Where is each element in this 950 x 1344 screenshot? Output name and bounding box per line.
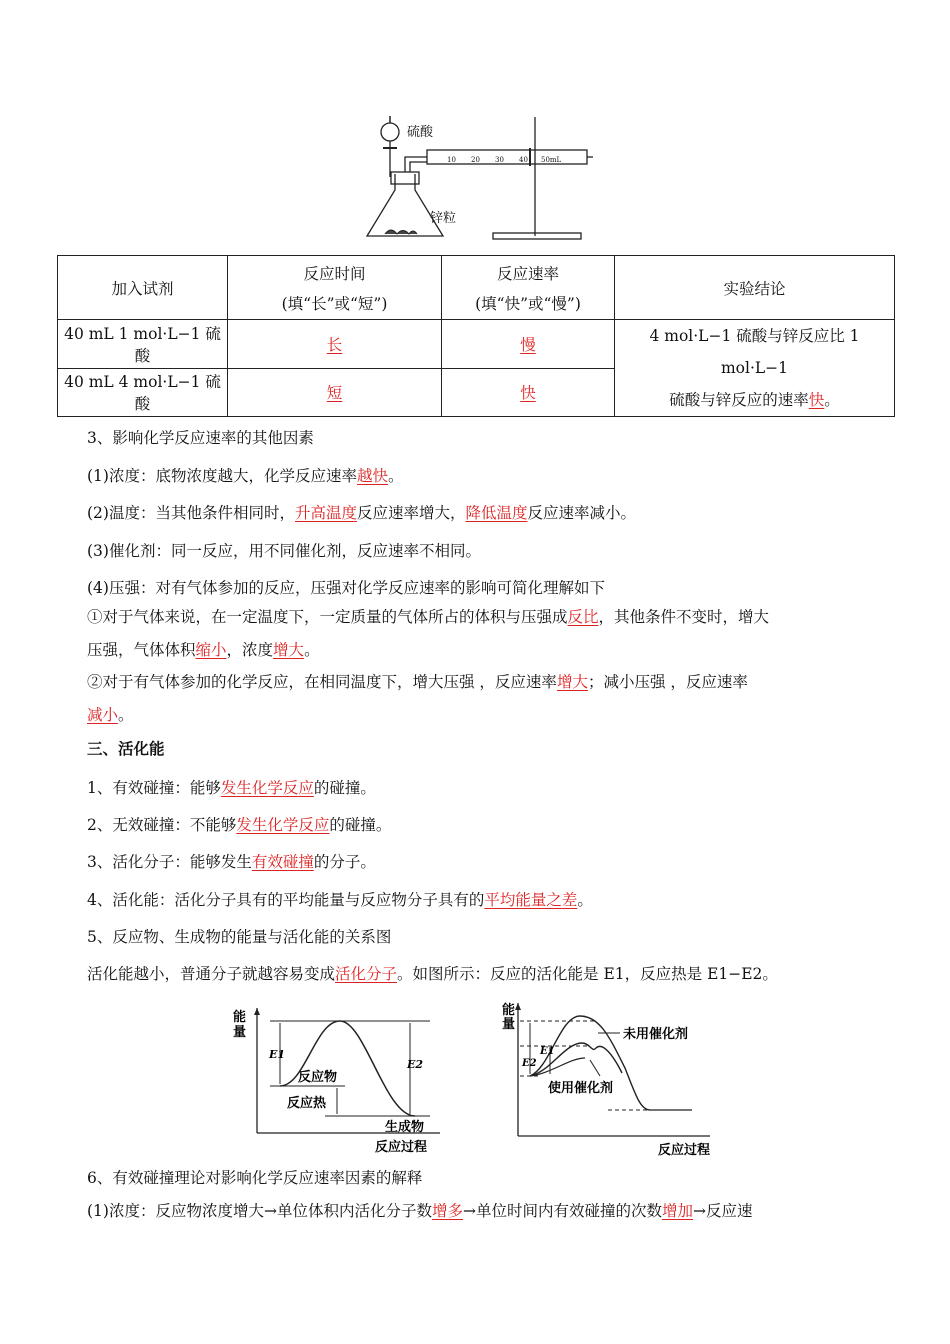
s3-pressure-1a: ①对于气体来说，在一定温度下，一定质量的气体所占的体积与压强成反比，其他条件不变时，增大: [87, 608, 770, 626]
reagent-2: 40 mL 4 mol·L−1 硫酸: [58, 368, 228, 417]
s3-temperature: (2)温度：当其他条件相同时，升高温度反应速率增大，降低温度反应速率减小。: [87, 504, 637, 522]
s4-activated: 3、活化分子：能够发生有效碰撞的分子。: [87, 853, 376, 871]
fig1-ylabel-2: 量: [233, 1025, 247, 1040]
scale-50: 50mL: [541, 156, 562, 164]
fig1-heat: 反应热: [287, 1096, 327, 1111]
header-rate: 反应速率 (填“快”或“慢”): [442, 256, 615, 320]
conclusion: 4 mol·L−1 硫酸与锌反应比 1 mol·L−1 硫酸与锌反应的速率快。: [615, 320, 895, 417]
fig1-product: 生成物: [385, 1120, 425, 1135]
apparatus-figure: [355, 112, 595, 247]
fig2-ylabel-1: 能: [502, 1003, 516, 1018]
fig1-reactant: 反应物: [298, 1070, 338, 1085]
fig2-e2: E2: [522, 1058, 537, 1069]
s5-concentration: (1)浓度：反应物浓度增大→单位体积内活化分子数增多→单位时间内有效碰撞的次数增加→反应速: [87, 1202, 753, 1220]
s3-pressure: (4)压强：对有气体参加的反应，压强对化学反应速率的影响可简化理解如下: [87, 579, 605, 597]
rate-2: 快: [442, 368, 615, 417]
s4-explain: 活化能越小，普通分子就越容易变成活化分子。如图所示：反应的活化能是 E1，反应热是 E1−E2。: [87, 965, 778, 983]
s3-title: 3、影响化学反应速率的其他因素: [87, 429, 314, 447]
fig2-catalyst: 使用催化剂: [548, 1081, 614, 1096]
fig2-ylabel-2: 量: [502, 1017, 516, 1032]
s4-effective: 1、有效碰撞：能够发生化学反应的碰撞。: [87, 779, 376, 797]
s5-title: 6、有效碰撞理论对影响化学反应速率因素的解释: [87, 1169, 423, 1187]
time-2: 短: [228, 368, 442, 417]
scale-20: 20: [471, 156, 480, 164]
header-time: 反应时间 (填“长”或“短”): [228, 256, 442, 320]
fig1-xlabel: 反应过程: [375, 1140, 428, 1155]
s4-ineffective: 2、无效碰撞：不能够发生化学反应的碰撞。: [87, 816, 392, 834]
zinc-label: 锌粒: [430, 211, 457, 226]
time-1: 长: [228, 320, 442, 369]
s3-pressure-2b: 减小。: [87, 706, 134, 724]
s4-activation-energy: 4、活化能：活化分子具有的平均能量与反应物分子具有的平均能量之差。: [87, 891, 593, 909]
s4-relation: 5、反应物、生成物的能量与活化能的关系图: [87, 928, 392, 946]
reagent-1: 40 mL 1 mol·L−1 硫酸: [58, 320, 228, 369]
fig2-e1: E1: [540, 1046, 555, 1057]
header-reagent: 加入试剂: [58, 256, 228, 320]
scale-10: 10: [447, 156, 456, 164]
header-conclusion: 实验结论: [615, 256, 895, 320]
rate-1: 慢: [442, 320, 615, 369]
fig2-no-catalyst: 未用催化剂: [623, 1027, 689, 1042]
fig1-e2: E2: [407, 1058, 424, 1071]
fig2-xlabel: 反应过程: [658, 1143, 711, 1158]
s4-title: 三、活化能: [87, 739, 165, 758]
s3-catalyst: (3)催化剂：同一反应，用不同催化剂，反应速率不相同。: [87, 542, 481, 560]
fig1-e1: E1: [269, 1048, 286, 1061]
energy-diagram-2: [500, 998, 725, 1160]
scale-30: 30: [495, 156, 504, 164]
fig1-ylabel-1: 能: [233, 1010, 247, 1025]
s3-pressure-1b: 压强，气体体积缩小，浓度增大。: [87, 641, 320, 659]
scale-40: 40: [519, 156, 528, 164]
s3-pressure-2a: ②对于有气体参加的化学反应，在相同温度下，增大压强 ，反应速率增大；减小压强 ，反应速率: [87, 673, 748, 691]
energy-diagram-1: [225, 1003, 440, 1158]
s3-concentration: (1)浓度：底物浓度越大，化学反应速率越快。: [87, 467, 404, 485]
experiment-table: [57, 255, 895, 417]
acid-label: 硫酸: [407, 125, 434, 140]
